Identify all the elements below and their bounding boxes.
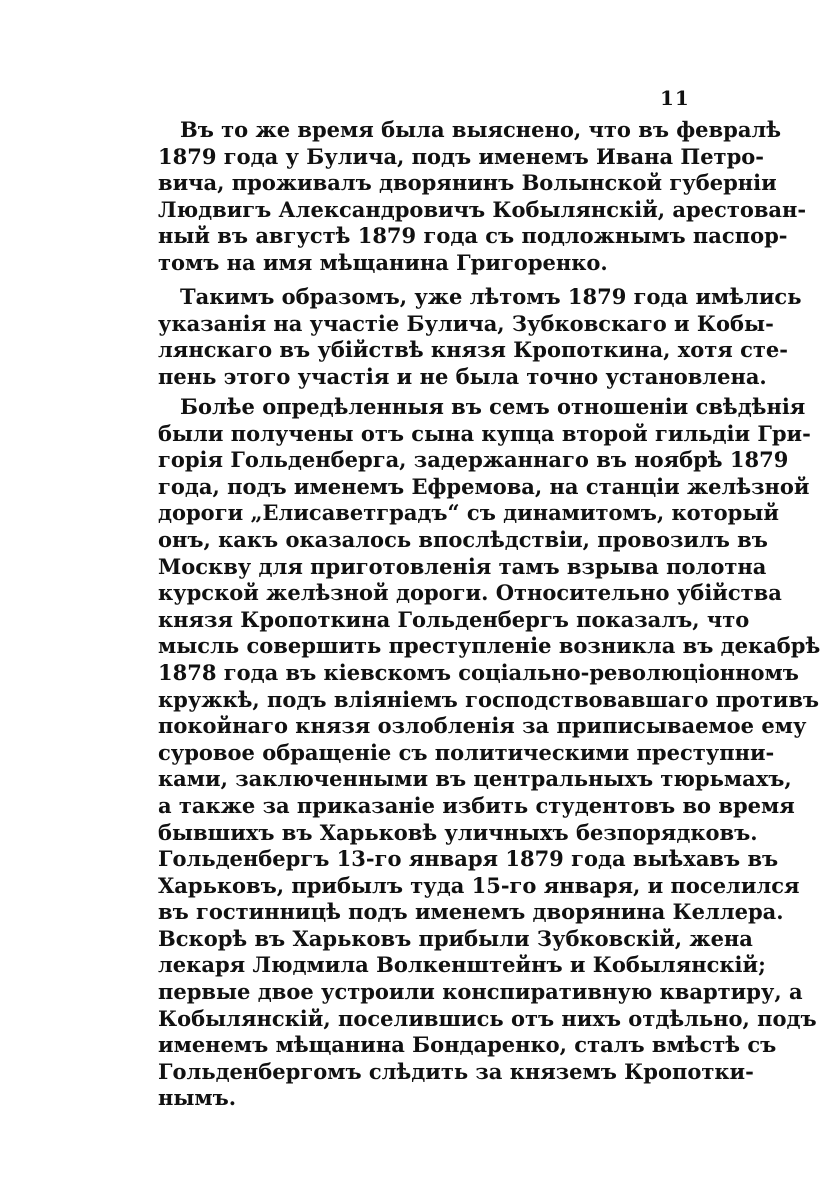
text-line: 1878 года въ кіевскомъ соціально-революціонномъ — [158, 659, 799, 685]
paragraph-1 — [158, 117, 807, 277]
paragraph-2 — [158, 284, 802, 390]
text-line: Москву для приготовленія тамъ взрыва полотна — [158, 553, 767, 579]
text-line: нымъ. — [158, 1085, 237, 1111]
text-line: Харьковъ, прибылъ туда 15-го января, и поселился — [158, 872, 800, 898]
page-number: 11 — [660, 86, 690, 110]
text-line: бывшихъ въ Харьковѣ уличныхъ безпорядковъ. — [158, 819, 758, 845]
text-line: Вскорѣ въ Харьковъ прибыли Зубковскій, жена — [158, 925, 753, 951]
text-line: въ гостинницѣ подъ именемъ дворянина Келлера. — [158, 899, 784, 925]
text-line: дороги „Елисаветградъ“ съ динамитомъ, который — [158, 500, 779, 526]
text-line: первые двое устроили конспиративную квартиру, а — [158, 979, 803, 1005]
text-line: а также за приказаніе избить студентовъ во время — [158, 792, 795, 818]
text-line: пень этого участія и не была точно установлена. — [158, 363, 767, 389]
text-line: лекаря Людмила Волкенштейнъ и Кобылянскій; — [158, 952, 766, 978]
text-line: были получены отъ сына купца второй гильдіи Гри- — [158, 420, 811, 446]
text-line: Кобылянскій, поселившись отъ нихъ отдѣльно, подъ — [158, 1005, 817, 1031]
text-line: курской желѣзной дороги. Относительно убійства — [158, 580, 782, 606]
text-line: 1879 года у Булича, подъ именемъ Ивана Петро- — [158, 143, 764, 169]
text-line: ный въ августѣ 1879 года съ подложнымъ паспор- — [158, 223, 788, 249]
text-line: суровое обращеніе съ политическими преступни- — [158, 739, 775, 765]
text-line: князя Кропоткина Гольденбергъ показалъ, что — [158, 606, 750, 632]
text-line: горія Гольденберга, задержаннаго въ ноябрѣ 1879 — [158, 447, 789, 473]
text-line: именемъ мѣщанина Бондаренко, сталъ вмѣстѣ съ — [158, 1032, 777, 1058]
text-line: лянскаго въ убійствѣ князя Кропоткина, хотя сте- — [158, 337, 788, 363]
text-line: Въ то же время была выяснено, что въ февралѣ — [180, 117, 782, 142]
text-line: онъ, какъ оказалось впослѣдствіи, провозилъ въ — [158, 526, 768, 552]
text-line: Гольденбергъ 13-го января 1879 года выѣхавъ въ — [158, 846, 779, 872]
text-line: ками, заключенными въ центральныхъ тюрьмахъ, — [158, 766, 792, 792]
text-line: покойнаго князя озлобленія за приписываемое ему — [158, 713, 807, 739]
text-line: кружкѣ, подъ вліяніемъ господствовавшаго противъ — [158, 686, 820, 712]
text-line: мысль совершить преступленіе возникла въ декабрѣ — [158, 633, 821, 659]
text-line: Людвигъ Александровичъ Кобылянскій, арестован- — [158, 196, 807, 222]
text-line: томъ на имя мѣщанина Григоренко. — [158, 249, 608, 275]
text-line: Гольденбергомъ слѣдить за княземъ Кропотки- — [158, 1058, 754, 1084]
paragraph-3 — [158, 394, 821, 1112]
text-line: Такимъ образомъ, уже лѣтомъ 1879 года имѣлись — [180, 284, 802, 309]
text-line: года, подъ именемъ Ефремова, на станціи желѣзной — [158, 473, 810, 499]
text-line: Болѣе опредѣленныя въ семъ отношеніи свѣдѣнія — [180, 394, 806, 419]
text-line: указанія на участіе Булича, Зубковскаго и Кобы- — [158, 310, 774, 336]
text-line: вича, проживалъ дворянинъ Волынской губерніи — [158, 170, 777, 196]
